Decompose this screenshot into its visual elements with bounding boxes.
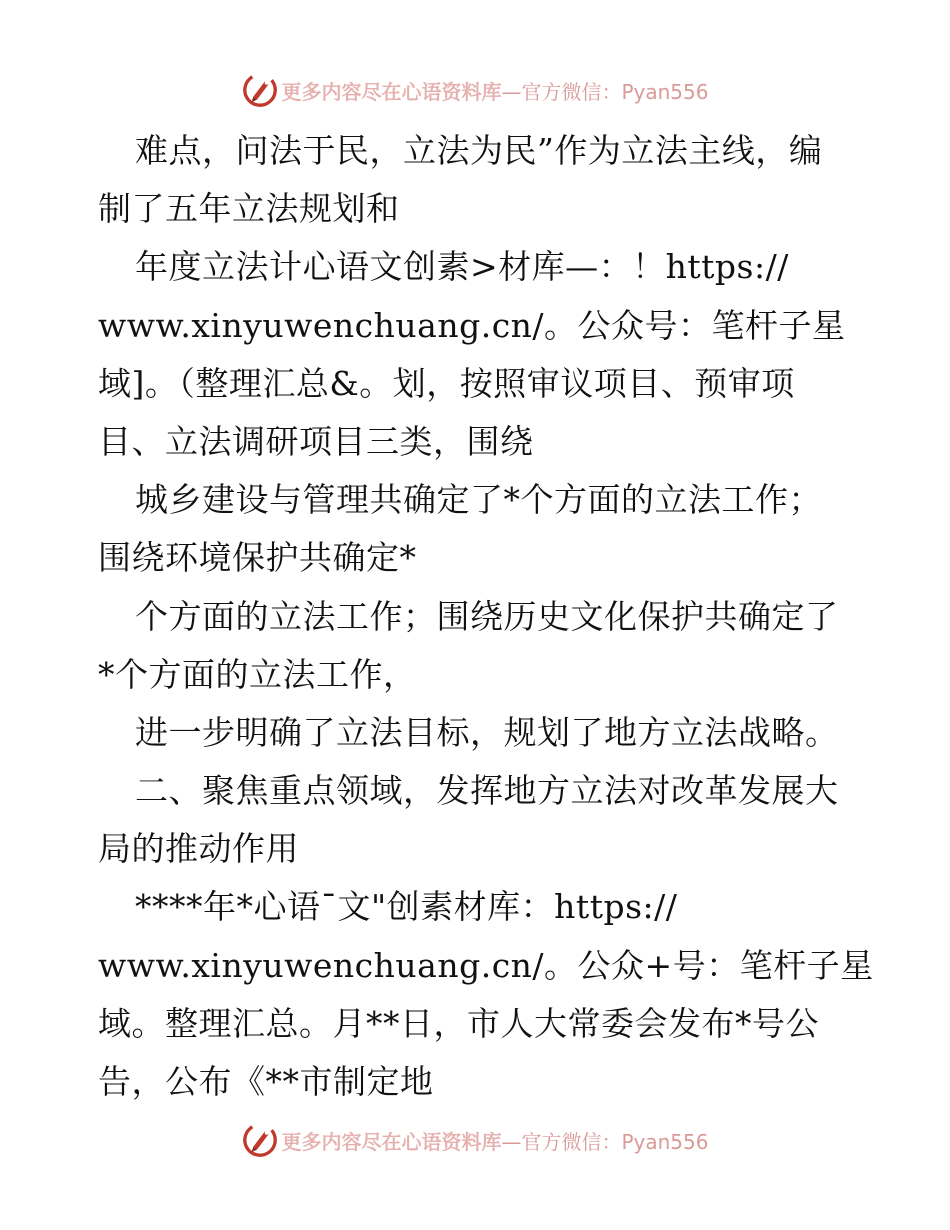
footer-watermark <box>0 1120 950 1160</box>
header-watermark <box>0 70 950 110</box>
document-body <box>98 122 874 1111</box>
text-line: 进一步明确了立法目标，规划了地方立法战略。 <box>135 712 839 752</box>
watermark-main-text: 更多内容尽在心语资料库 <box>281 1129 502 1154</box>
text-line: ****年*心语¯文"创素材库：https:// <box>135 887 678 927</box>
text-line: 域。整理汇总。月**日，市人大常委会发布*号公 <box>98 1003 819 1043</box>
text-line: www.xinyuwenchuang.cn/。公众号：笔杆子星 <box>98 305 846 345</box>
text-line: www.xinyuwenchuang.cn/。公众+号：笔杆子星 <box>98 945 874 985</box>
text-line: 围绕环境保护共确定* <box>98 538 417 578</box>
text-line: 难点，问法于民，立法为民”作为立法主线，编 <box>135 131 823 170</box>
text-line: 告，公布《**市制定地 <box>98 1062 434 1101</box>
watermark-sub-text: —官方微信：Pyan556 <box>501 1129 709 1154</box>
text-line: 目、立法调研项目三类，围绕 <box>98 421 534 461</box>
text-line: 制了五年立法规划和 <box>98 189 400 229</box>
text-line: 城乡建设与管理共确定了*个方面的立法工作； <box>135 480 822 520</box>
text-line: 年度立法计心语文创素>材库—：！https:// <box>135 247 789 287</box>
watermark-main-text: 更多内容尽在心语资料库 <box>281 79 502 104</box>
text-line: 局的推动作用 <box>98 829 299 869</box>
pen-logo-icon <box>241 71 279 109</box>
text-line: *个方面的立法工作， <box>98 654 417 694</box>
text-line: 个方面的立法工作；围绕历史文化保护共确定了 <box>135 596 839 636</box>
watermark-sub-text: —官方微信：Pyan556 <box>501 79 709 104</box>
text-line: 域]。（整理汇总&。划，按照审议项目、预审项 <box>98 363 795 403</box>
text-line: 二、聚焦重点领域，发挥地方立法对改革发展大 <box>135 771 839 811</box>
pen-logo-icon <box>241 1121 279 1159</box>
